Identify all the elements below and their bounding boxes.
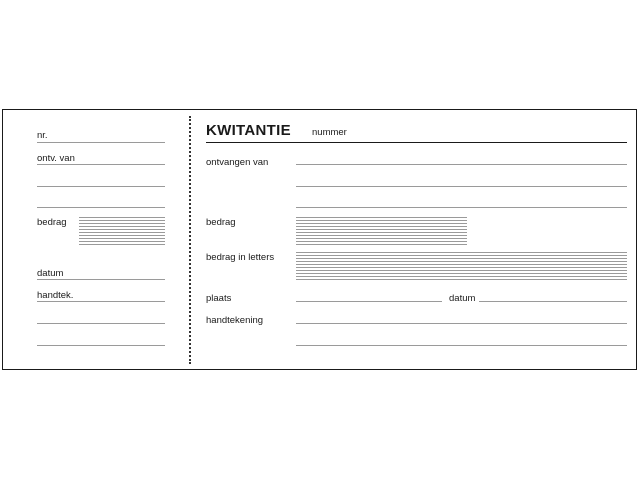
handtekening-field-2[interactable] [296, 345, 627, 346]
stub-ontv-van-field[interactable] [37, 164, 165, 165]
stub-nr-label: nr. [37, 130, 48, 141]
receipt-title: KWITANTIE [206, 122, 291, 139]
title-underline [206, 142, 627, 143]
datum-field[interactable] [479, 301, 627, 302]
datum-label: datum [449, 293, 476, 304]
ontvangen-van-field[interactable] [296, 164, 627, 165]
plaats-field[interactable] [296, 301, 442, 302]
stub-bedrag-field[interactable] [79, 217, 165, 246]
bedrag-in-letters-field[interactable] [296, 252, 627, 281]
bedrag-in-letters-label: bedrag in letters [206, 252, 275, 263]
stub-bedrag-label: bedrag [37, 217, 67, 228]
ontvangen-van-field-3[interactable] [296, 207, 627, 208]
stub-ontv-van-label: ontv. van [37, 153, 75, 164]
receipt-form [2, 109, 637, 370]
plaats-label: plaats [206, 293, 232, 304]
stub-handtek-field-3[interactable] [37, 345, 165, 346]
handtekening-label: handtekening [206, 315, 264, 326]
stub-handtek-label: handtek. [37, 290, 74, 301]
stub-datum-field[interactable] [37, 279, 165, 280]
nummer-label: nummer [312, 127, 347, 138]
ontvangen-van-label: ontvangen van [206, 157, 269, 168]
stub-ontv-van-field-2[interactable] [37, 186, 165, 187]
stub-datum-label: datum [37, 268, 64, 279]
handtekening-field[interactable] [296, 323, 627, 324]
ontvangen-van-field-2[interactable] [296, 186, 627, 187]
stub-ontv-van-field-3[interactable] [37, 207, 165, 208]
stub-handtek-field-2[interactable] [37, 323, 165, 324]
stub-handtek-field[interactable] [37, 301, 165, 302]
perforation-line [189, 116, 191, 364]
stub-nr-field[interactable] [37, 142, 165, 143]
bedrag-field[interactable] [296, 217, 467, 246]
bedrag-label: bedrag [206, 217, 236, 228]
